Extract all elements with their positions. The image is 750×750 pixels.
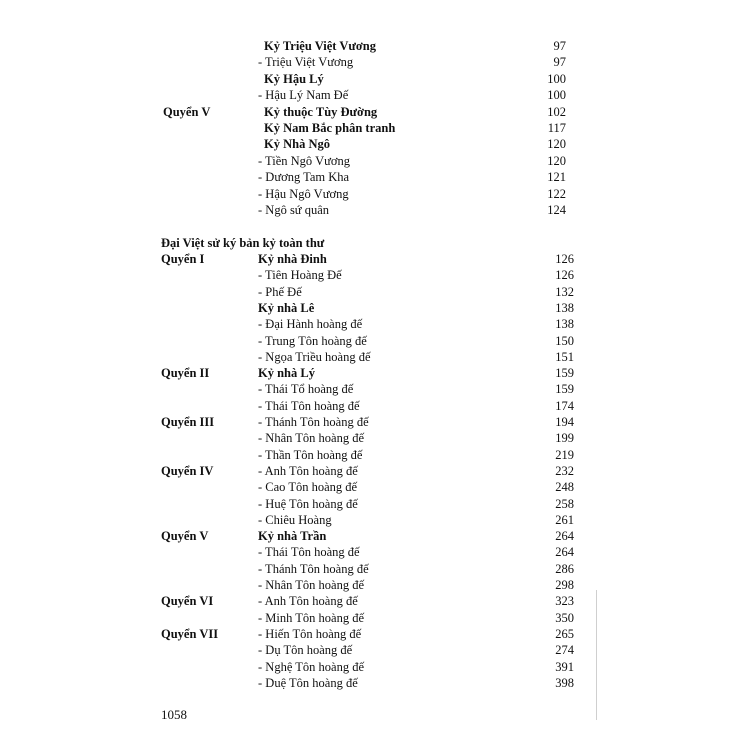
section-heading: Đại Việt sử ký bản kỷ toàn thư xyxy=(161,236,325,250)
toc-row xyxy=(0,479,750,496)
toc-volume-label: Quyển III xyxy=(161,415,215,429)
toc-page-number: 391 xyxy=(555,659,574,674)
toc-page-number: 398 xyxy=(555,675,574,690)
toc-row xyxy=(0,381,750,398)
toc-page-number: 132 xyxy=(555,284,574,299)
toc-page-number: 298 xyxy=(555,578,574,592)
toc-entry-title: - Hậu Ngô Vương xyxy=(258,186,349,201)
toc-page-number: 100 xyxy=(547,71,566,86)
toc-dynasty-heading: Kỷ nhà Đinh xyxy=(258,252,327,266)
toc-page-number: 126 xyxy=(555,268,574,283)
toc-page-number: 97 xyxy=(553,55,566,70)
toc-page-number: 194 xyxy=(555,415,574,429)
toc-page-number: 261 xyxy=(555,512,574,527)
toc-entry-title: - Đại Hành hoàng đế xyxy=(258,317,363,332)
toc-entry-title: - Anh Tôn hoàng đế xyxy=(258,463,358,478)
toc-entry-title: - Nhân Tôn hoàng đế xyxy=(258,431,364,446)
toc-row xyxy=(0,496,750,513)
toc-entry-title: - Huệ Tôn hoàng đế xyxy=(258,496,358,511)
toc-row xyxy=(0,528,750,545)
toc-row xyxy=(0,430,750,447)
toc-row xyxy=(0,349,750,366)
toc-entry-title: - Thái Tôn hoàng đế xyxy=(258,398,360,413)
toc-dynasty-heading: Kỷ nhà Trần xyxy=(258,529,327,544)
toc-dynasty-heading: Kỷ nhà Lý xyxy=(258,366,315,381)
toc-row xyxy=(0,642,750,659)
toc-dynasty-heading: Kỷ Nhà Ngô xyxy=(264,137,330,152)
toc-page-number: 151 xyxy=(555,349,574,364)
toc-page-number: 100 xyxy=(547,88,566,103)
toc-page-number: 102 xyxy=(547,104,566,119)
toc-row xyxy=(0,120,750,137)
toc-page-number: 264 xyxy=(555,545,574,560)
toc-row xyxy=(0,626,750,643)
toc-row xyxy=(0,333,750,350)
toc-entry-title: - Thánh Tôn hoàng đế xyxy=(258,415,369,429)
toc-row xyxy=(0,675,750,692)
toc-page-number: 159 xyxy=(555,382,574,397)
toc-entry-title: - Hiến Tôn hoàng đế xyxy=(258,626,362,641)
toc-dynasty-heading: Kỷ Hậu Lý xyxy=(264,71,324,86)
page-number: 1058 xyxy=(161,707,187,722)
toc-page-number: 232 xyxy=(555,463,574,478)
toc-page-number: 121 xyxy=(547,170,566,185)
toc-page-number: 265 xyxy=(555,626,574,641)
toc-entry-title: - Tiên Hoàng Đế xyxy=(258,268,342,283)
page-edge-line xyxy=(596,590,597,720)
toc-page-number: 199 xyxy=(555,431,574,446)
toc-entry-title: - Hậu Lý Nam Đế xyxy=(258,88,349,103)
toc-dynasty-heading: Kỷ thuộc Tùy Đường xyxy=(264,104,378,119)
toc-page-number: 138 xyxy=(555,300,574,315)
toc-row xyxy=(0,38,750,55)
toc-page-number: 120 xyxy=(547,153,566,168)
toc-row xyxy=(0,544,750,561)
toc-page-number: 138 xyxy=(555,317,574,332)
toc-row xyxy=(0,169,750,186)
toc-page-number: 126 xyxy=(555,252,574,266)
toc-page-number: 219 xyxy=(555,447,574,462)
toc-entry-title: - Minh Tôn hoàng đế xyxy=(258,610,365,625)
toc-volume-label: Quyển I xyxy=(161,252,205,266)
toc-page-number: 323 xyxy=(555,594,574,609)
toc-entry-title: - Duệ Tôn hoàng đế xyxy=(258,675,358,690)
toc-row xyxy=(0,463,750,480)
toc-page-number: 117 xyxy=(547,121,566,135)
toc-volume-label: Quyển VII xyxy=(161,626,219,641)
toc-page-number: 264 xyxy=(555,529,574,544)
toc-page-number: 274 xyxy=(555,643,574,658)
toc-entry-title: - Dương Tam Kha xyxy=(258,170,350,185)
toc-row xyxy=(0,202,750,219)
toc-entry-title: - Phế Đế xyxy=(258,284,302,299)
toc-entry-title: - Tiền Ngô Vương xyxy=(258,153,350,168)
toc-entry-title: - Chiêu Hoàng xyxy=(258,512,332,527)
toc-page-number: 286 xyxy=(555,561,574,576)
toc-page-number: 248 xyxy=(555,480,574,495)
toc-entry-title: - Ngọa Triều hoàng đế xyxy=(258,349,371,364)
toc-volume-label: Quyển VI xyxy=(161,594,214,609)
toc-page-number: 159 xyxy=(555,366,574,381)
toc-dynasty-heading: Kỷ Triệu Việt Vương xyxy=(264,39,376,53)
toc-entry-title: - Triệu Việt Vương xyxy=(258,55,354,70)
toc-entry-title: - Thần Tôn hoàng đế xyxy=(258,447,363,462)
toc-volume-label: Quyển IV xyxy=(161,463,214,478)
toc-entry-title: - Thánh Tôn hoàng đế xyxy=(258,561,369,576)
toc-entry-title: - Thái Tôn hoàng đế xyxy=(258,545,360,560)
toc-row xyxy=(0,186,750,203)
toc-dynasty-heading: Kỷ nhà Lê xyxy=(258,300,315,315)
toc-row xyxy=(0,300,750,317)
toc-dynasty-heading: Kỷ Nam Bắc phân tranh xyxy=(264,121,396,135)
toc-volume-label: Quyển II xyxy=(161,366,210,381)
toc-row xyxy=(0,136,750,153)
toc-page-number: 174 xyxy=(555,398,574,413)
toc-row xyxy=(0,54,750,71)
toc-volume-label: Quyển V xyxy=(161,529,209,544)
toc-page-number: 150 xyxy=(555,333,574,348)
toc-row xyxy=(0,512,750,529)
toc-row xyxy=(0,593,750,610)
toc-row xyxy=(0,284,750,301)
toc-page-number: 258 xyxy=(555,496,574,511)
toc-page-number: 122 xyxy=(547,186,566,201)
toc-row xyxy=(0,659,750,676)
toc-entry-title: - Thái Tổ hoàng đế xyxy=(258,382,354,397)
toc-row xyxy=(0,398,750,415)
toc-entry-title: - Nhân Tôn hoàng đế xyxy=(258,578,364,592)
toc-page-number: 97 xyxy=(553,39,566,53)
toc-page-number: 120 xyxy=(547,137,566,152)
toc-entry-title: - Anh Tôn hoàng đế xyxy=(258,594,358,609)
toc-entry-title: - Cao Tôn hoàng đế xyxy=(258,480,358,495)
toc-row xyxy=(0,610,750,627)
toc-row xyxy=(0,316,750,333)
toc-page-number: 350 xyxy=(555,610,574,625)
toc-row xyxy=(0,577,750,594)
toc-row xyxy=(0,414,750,431)
toc-row xyxy=(0,267,750,284)
toc-row xyxy=(0,87,750,104)
toc-entry-title: - Dụ Tôn hoàng đế xyxy=(258,643,353,658)
toc-entry-title: - Ngô sứ quân xyxy=(258,203,330,217)
toc-page-number: 124 xyxy=(547,203,566,217)
toc-entry-title: - Nghệ Tôn hoàng đế xyxy=(258,659,364,674)
toc-row xyxy=(0,561,750,578)
toc-volume-label: Quyển V xyxy=(163,104,211,119)
toc-row xyxy=(0,447,750,464)
toc-row xyxy=(0,153,750,170)
toc-row xyxy=(0,365,750,382)
toc-row xyxy=(0,71,750,88)
toc-row xyxy=(0,251,750,268)
toc-row xyxy=(0,104,750,121)
toc-entry-title: - Trung Tôn hoàng đế xyxy=(258,333,367,348)
